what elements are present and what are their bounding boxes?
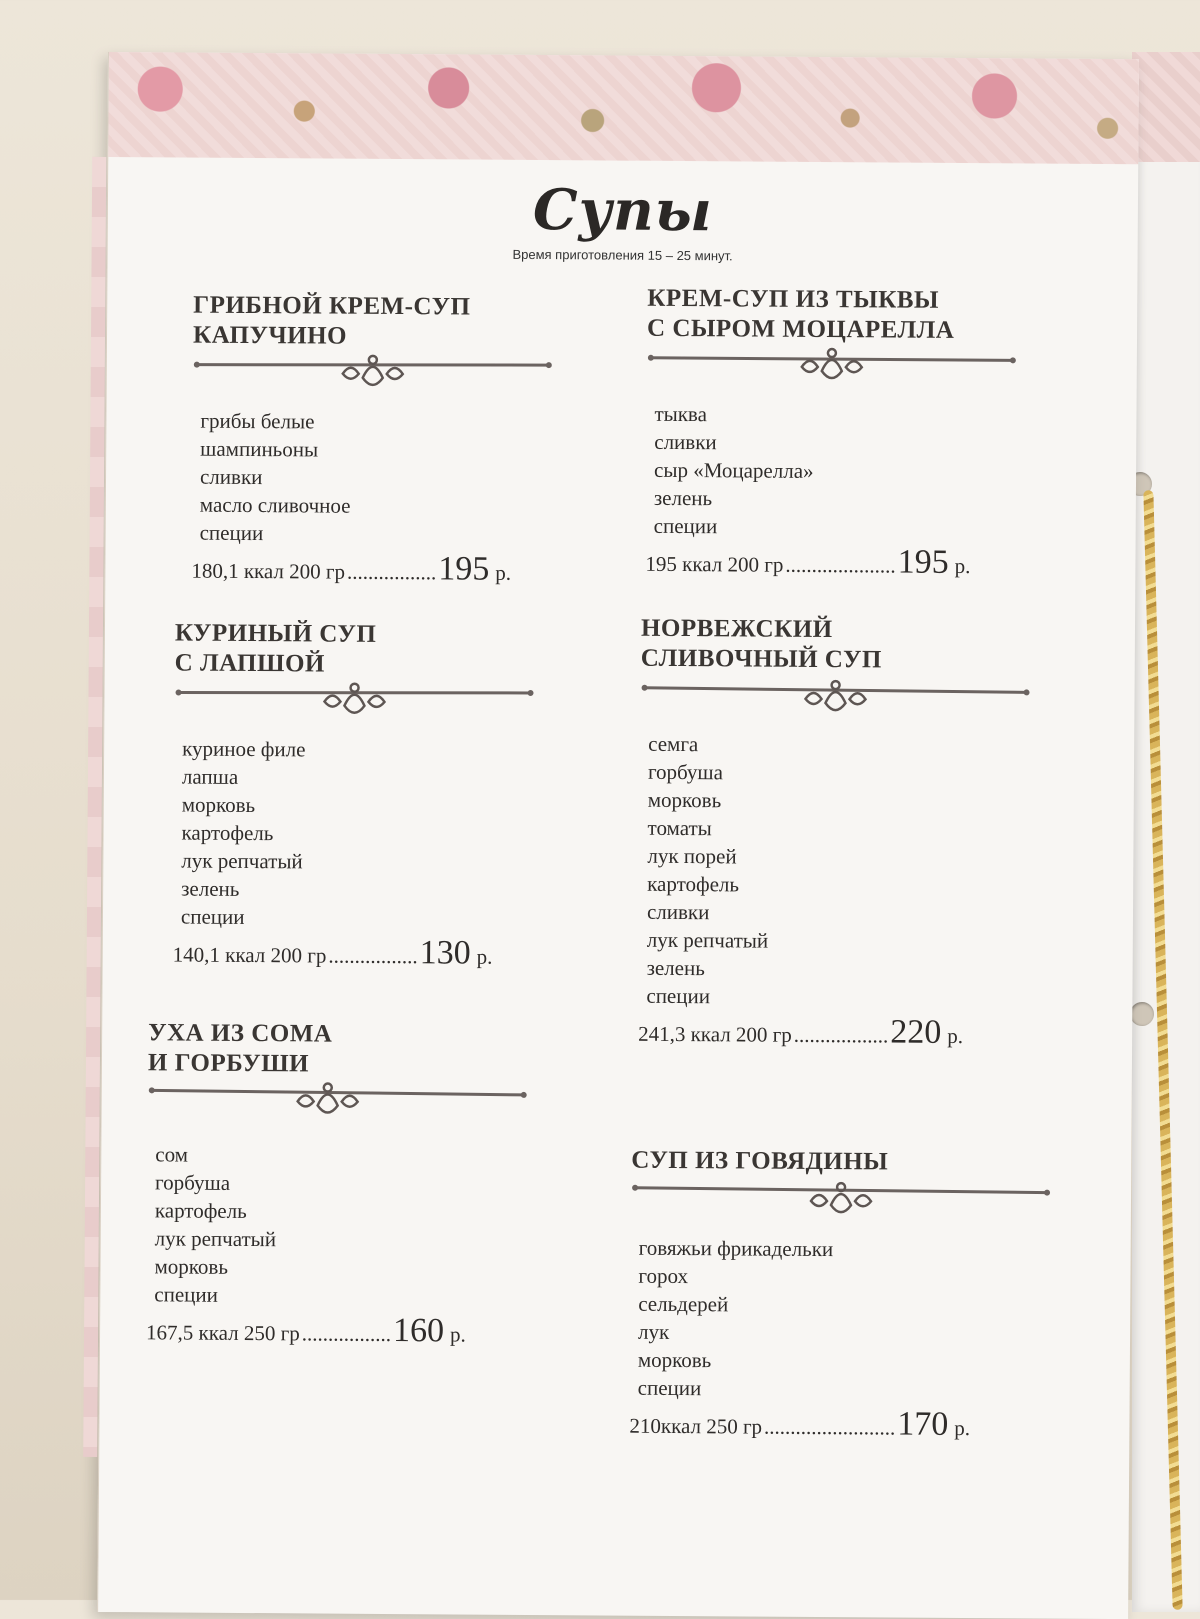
dish-title: КУРИНЫЙ СУП С ЛАПШОЙ: [174, 619, 377, 678]
ingredient-list: [638, 730, 1070, 1013]
page-title: Супы: [532, 176, 714, 245]
ornament-divider: [174, 680, 534, 723]
ingredient: зелень: [646, 955, 705, 981]
dot-leader: ..................: [793, 1022, 889, 1048]
ingredient: шампиньоны: [200, 436, 319, 462]
floral-header-band: [108, 52, 1139, 164]
ingredient: лук репчатый: [646, 927, 769, 953]
ingredient: специи: [653, 513, 718, 539]
floral-side-strip: [83, 157, 106, 1457]
ingredient: говяжьи фрикадельки: [638, 1235, 834, 1262]
dish-catfish-fish-soup: [146, 1018, 548, 1348]
ingredient: лук репчатый: [154, 1226, 277, 1252]
ingredient: сливки: [199, 464, 263, 490]
dish-pumpkin-cream-soup: [645, 284, 1067, 580]
next-page-floral-band: [1132, 52, 1200, 162]
menu-page: [97, 52, 1139, 1619]
ornament-divider: [640, 676, 1030, 719]
ingredient-list: [646, 400, 1067, 543]
ornament-divider: [193, 353, 553, 396]
nutrition-info: 140,1 ккал 200 гр: [172, 942, 327, 968]
ingredient: сливки: [646, 899, 710, 925]
ingredient: куриное филе: [182, 736, 306, 762]
ingredient: морковь: [181, 792, 256, 818]
dot-leader: .................: [328, 943, 418, 969]
price-line: [638, 1013, 1068, 1051]
dot-leader: .....................: [785, 552, 896, 578]
dish-title: КРЕМ-СУП ИЗ ТЫКВЫ С СЫРОМ МОЦАРЕЛЛА: [646, 284, 955, 344]
ornament-divider: [631, 1178, 1051, 1221]
currency: р.: [947, 1023, 964, 1048]
price-line: [629, 1405, 1079, 1443]
dish-title: НОРВЕЖСКИЙ СЛИВОЧНЫЙ СУП: [640, 614, 882, 674]
ingredient: масло сливочное: [199, 492, 351, 518]
ingredient: специи: [646, 983, 711, 1009]
ingredient: тыква: [654, 401, 708, 427]
dot-leader: .........................: [764, 1414, 896, 1440]
ingredient: лапша: [181, 764, 239, 789]
price-value: 130: [419, 934, 471, 972]
nutrition-info: 180,1 ккал 200 гр: [191, 558, 346, 584]
ingredient: морковь: [154, 1254, 229, 1279]
ingredient: картофель: [154, 1198, 247, 1223]
ingredient: сливки: [654, 429, 717, 455]
ingredient: картофель: [181, 820, 274, 846]
ingredient: специи: [199, 520, 264, 546]
currency: р.: [954, 553, 971, 579]
ingredient: сельдерей: [638, 1291, 729, 1317]
ingredient: сыр «Моцарелла»: [654, 457, 814, 483]
nutrition-info: 167,5 ккал 250 гр: [145, 1320, 300, 1346]
price-line: [146, 1314, 546, 1348]
ingredient: зелень: [653, 485, 713, 511]
price-line: [645, 543, 1065, 581]
page-subtitle: Время приготовления 15 – 25 минут.: [512, 246, 733, 264]
ingredient-list: [146, 1140, 547, 1311]
ingredient-list: [630, 1234, 1081, 1405]
price-value: 170: [897, 1405, 949, 1443]
price-value: 220: [890, 1013, 942, 1051]
ingredient: зелень: [181, 876, 240, 901]
dish-title: СУП ИЗ ГОВЯДИНЫ: [631, 1146, 889, 1176]
dish-title: УХА ИЗ СОМА И ГОРБУШИ: [147, 1019, 333, 1078]
dish-mushroom-cream-soup: [191, 291, 593, 587]
ornament-divider: [148, 1080, 528, 1123]
nutrition-info: 210ккал 250 гр: [629, 1413, 763, 1439]
ingredient: горбуша: [647, 759, 724, 785]
ingredient: горох: [638, 1263, 689, 1289]
ingredient: семга: [648, 731, 699, 757]
price-line: [191, 550, 591, 588]
ingredient-list: [173, 734, 574, 933]
ornament-divider: [647, 346, 1017, 389]
binding-hole-bottom: [1130, 1002, 1154, 1026]
dot-leader: .................: [346, 559, 437, 585]
dish-beef-soup: [629, 1146, 1081, 1442]
ingredient: сом: [155, 1142, 189, 1167]
nutrition-info: 195 ккал 200 гр: [645, 551, 784, 577]
nutrition-info: 241,3 ккал 200 гр: [638, 1021, 792, 1047]
price-value: 195: [438, 550, 490, 588]
currency: р.: [954, 1415, 971, 1441]
ingredient: картофель: [647, 871, 740, 897]
ingredient: томаты: [647, 815, 712, 841]
ingredient: лук: [637, 1319, 670, 1344]
ingredient: лук репчатый: [181, 848, 303, 874]
price-value: 160: [392, 1312, 445, 1350]
price-value: 195: [897, 543, 949, 581]
ingredient: морковь: [637, 1347, 712, 1373]
ingredient: специи: [154, 1282, 219, 1307]
ingredient: специи: [180, 904, 245, 929]
ingredient: горбуша: [155, 1170, 231, 1195]
currency: р.: [476, 944, 493, 969]
dot-leader: .................: [301, 1321, 392, 1347]
dish-norwegian-cream-soup: [638, 614, 1071, 1050]
ingredient: специи: [637, 1375, 702, 1401]
dish-chicken-noodle-soup: [173, 618, 575, 970]
currency: р.: [449, 1322, 466, 1347]
dish-title: ГРИБНОЙ КРЕМ-СУП КАПУЧИНО: [192, 291, 471, 350]
ingredient: морковь: [647, 787, 722, 813]
currency: р.: [495, 560, 512, 585]
ingredient: лук порей: [647, 843, 737, 869]
ingredient-list: [192, 407, 593, 550]
ingredient: грибы белые: [200, 408, 315, 434]
price-line: [173, 936, 573, 970]
